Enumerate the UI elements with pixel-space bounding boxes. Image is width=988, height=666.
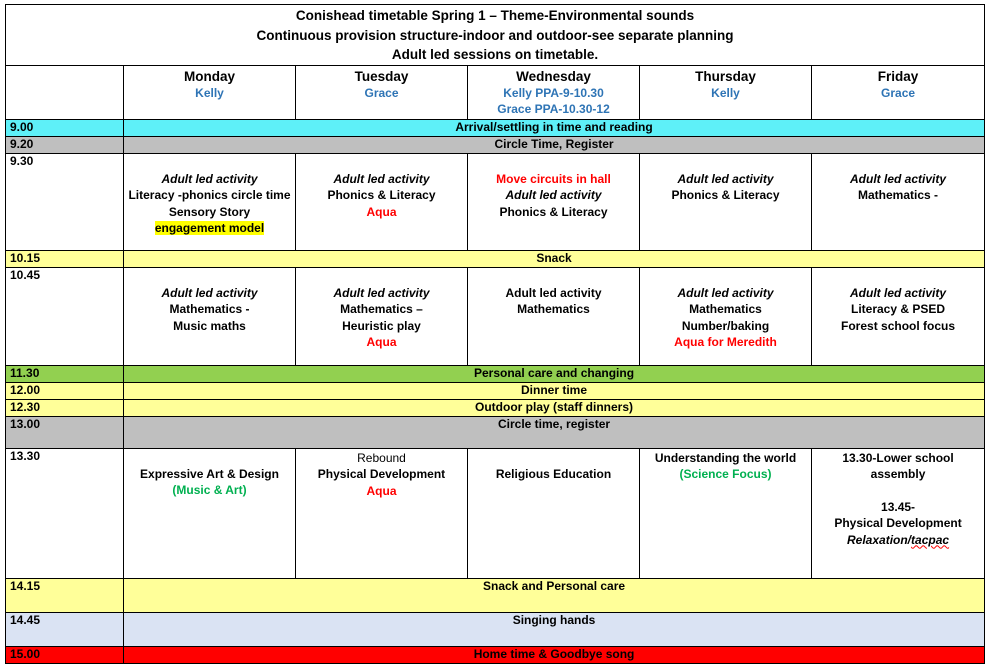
activity-label: Adult led activity xyxy=(505,188,602,202)
activity-label: Adult led activity xyxy=(850,171,947,186)
pd-time: 13.45- xyxy=(881,499,916,514)
activity-subject: Phonics & Literacy xyxy=(499,204,608,219)
session-outdoor-play: Outdoor play (staff dinners) xyxy=(124,399,985,416)
session-snack-personal-care: Snack and Personal care xyxy=(124,578,985,612)
session-tuesday-1330 xyxy=(296,448,468,578)
timetable-title xyxy=(6,5,985,66)
activity-detail: Forest school focus xyxy=(841,318,956,333)
activity-subject: Mathematics - xyxy=(858,188,939,202)
activity-detail: Heuristic play xyxy=(342,318,421,333)
activity-subject: Understanding the world xyxy=(654,450,797,465)
activity-detail: Music maths xyxy=(173,318,246,333)
activity-subject: Physical Development xyxy=(834,516,962,530)
time-cell: 10.15 xyxy=(6,250,124,267)
session-friday-1045 xyxy=(812,267,985,365)
time-column-header xyxy=(6,65,124,119)
activity-label: Rebound xyxy=(357,450,406,465)
session-wednesday-1045 xyxy=(468,267,640,365)
day-staff-2: Grace PPA-10.30-12 xyxy=(497,101,610,116)
title-line-1: Conishead timetable Spring 1 – Theme-Environmental sounds xyxy=(295,8,695,23)
time-cell: 14.45 xyxy=(6,612,124,646)
activity-subject: Mathematics - xyxy=(169,302,250,316)
tacpac-word: tacpac xyxy=(911,532,950,547)
activity-detail: Number/baking xyxy=(681,318,770,333)
time-cell: 15.00 xyxy=(6,646,124,663)
session-dinner: Dinner time xyxy=(124,382,985,399)
aqua-note: Aqua xyxy=(366,335,397,349)
activity-label: Adult led activity xyxy=(850,285,947,300)
activity-label: Adult led activity xyxy=(333,171,430,186)
day-header-monday xyxy=(124,65,296,119)
day-staff: Grace xyxy=(364,85,399,100)
session-thursday-1045 xyxy=(640,267,812,365)
title-line-3: Adult led sessions on timetable. xyxy=(391,47,599,62)
session-wednesday-0930 xyxy=(468,153,640,250)
session-home-time: Home time & Goodbye song xyxy=(124,646,985,663)
time-cell: 10.45 xyxy=(6,267,124,365)
title-line-2: Continuous provision structure-indoor and outdoor-see separate planning xyxy=(256,27,734,43)
aqua-note: Aqua xyxy=(366,483,397,498)
time-cell: 13.00 xyxy=(6,416,124,448)
session-thursday-0930 xyxy=(640,153,812,250)
activity-detail: Relaxation/ xyxy=(847,532,912,547)
time-cell: 13.30 xyxy=(6,448,124,578)
activity-focus: (Music & Art) xyxy=(172,483,247,497)
time-cell: 14.15 xyxy=(6,578,124,612)
session-singing-hands: Singing hands xyxy=(124,612,985,646)
move-circuits-note: Move circuits in hall xyxy=(496,171,611,186)
session-friday-1330 xyxy=(812,448,985,578)
time-cell: 12.00 xyxy=(6,382,124,399)
session-monday-0930 xyxy=(124,153,296,250)
time-cell: 9.20 xyxy=(6,136,124,153)
day-name: Wednesday xyxy=(516,68,591,84)
activity-subject: Expressive Art & Design xyxy=(140,466,279,481)
aqua-note: Aqua for Meredith xyxy=(674,335,777,349)
highlight-note: engagement model xyxy=(154,221,265,235)
activity-detail: Sensory Story xyxy=(168,204,251,219)
session-personal-care: Personal care and changing xyxy=(124,365,985,382)
activity-subject: Mathematics – xyxy=(340,302,423,316)
activity-subject: Literacy -phonics circle time xyxy=(128,188,291,202)
activity-subject: Physical Development xyxy=(317,467,446,481)
day-header-thursday xyxy=(640,65,812,119)
session-friday-0930 xyxy=(812,153,985,250)
activity-label: Adult led activity xyxy=(505,285,602,300)
session-snack: Snack xyxy=(124,250,985,267)
activity-subject: Phonics & Literacy xyxy=(327,188,436,202)
session-circle-time-afternoon: Circle time, register xyxy=(124,416,985,448)
aqua-note: Aqua xyxy=(366,204,397,219)
day-name: Friday xyxy=(877,68,919,84)
day-staff: Kelly xyxy=(195,85,224,100)
assembly-label: assembly xyxy=(870,467,926,481)
session-wednesday-1330 xyxy=(468,448,640,578)
session-monday-1330 xyxy=(124,448,296,578)
session-monday-1045 xyxy=(124,267,296,365)
time-cell: 11.30 xyxy=(6,365,124,382)
session-circle-time: Circle Time, Register xyxy=(124,136,985,153)
session-thursday-1330 xyxy=(640,448,812,578)
time-cell: 12.30 xyxy=(6,399,124,416)
activity-subject: Mathematics xyxy=(689,302,762,316)
session-arrival: Arrival/settling in time and reading xyxy=(124,119,985,136)
activity-label: Adult led activity xyxy=(161,285,258,300)
activity-label: Adult led activity xyxy=(161,171,258,186)
day-staff: Kelly PPA-9-10.30 xyxy=(503,85,604,100)
activity-label: Adult led activity xyxy=(333,285,430,300)
day-name: Thursday xyxy=(695,68,756,84)
day-name: Monday xyxy=(183,68,235,84)
day-staff: Kelly xyxy=(711,85,740,100)
time-cell: 9.00 xyxy=(6,119,124,136)
assembly-time: 13.30-Lower school xyxy=(842,450,954,465)
activity-subject: Religious Education xyxy=(495,466,612,481)
time-cell: 9.30 xyxy=(6,153,124,250)
activity-label: Adult led activity xyxy=(677,171,774,186)
day-header-wednesday xyxy=(468,65,640,119)
day-name: Tuesday xyxy=(354,68,409,84)
activity-label: Adult led activity xyxy=(677,285,774,300)
activity-subject: Phonics & Literacy xyxy=(671,188,780,202)
activity-subject: Mathematics xyxy=(517,302,590,316)
day-staff: Grace xyxy=(881,85,916,100)
activity-focus: (Science Focus) xyxy=(679,467,772,481)
day-header-tuesday xyxy=(296,65,468,119)
session-tuesday-1045 xyxy=(296,267,468,365)
day-header-friday xyxy=(812,65,985,119)
session-tuesday-0930 xyxy=(296,153,468,250)
timetable xyxy=(5,4,985,664)
activity-subject: Literacy & PSED xyxy=(851,302,946,316)
